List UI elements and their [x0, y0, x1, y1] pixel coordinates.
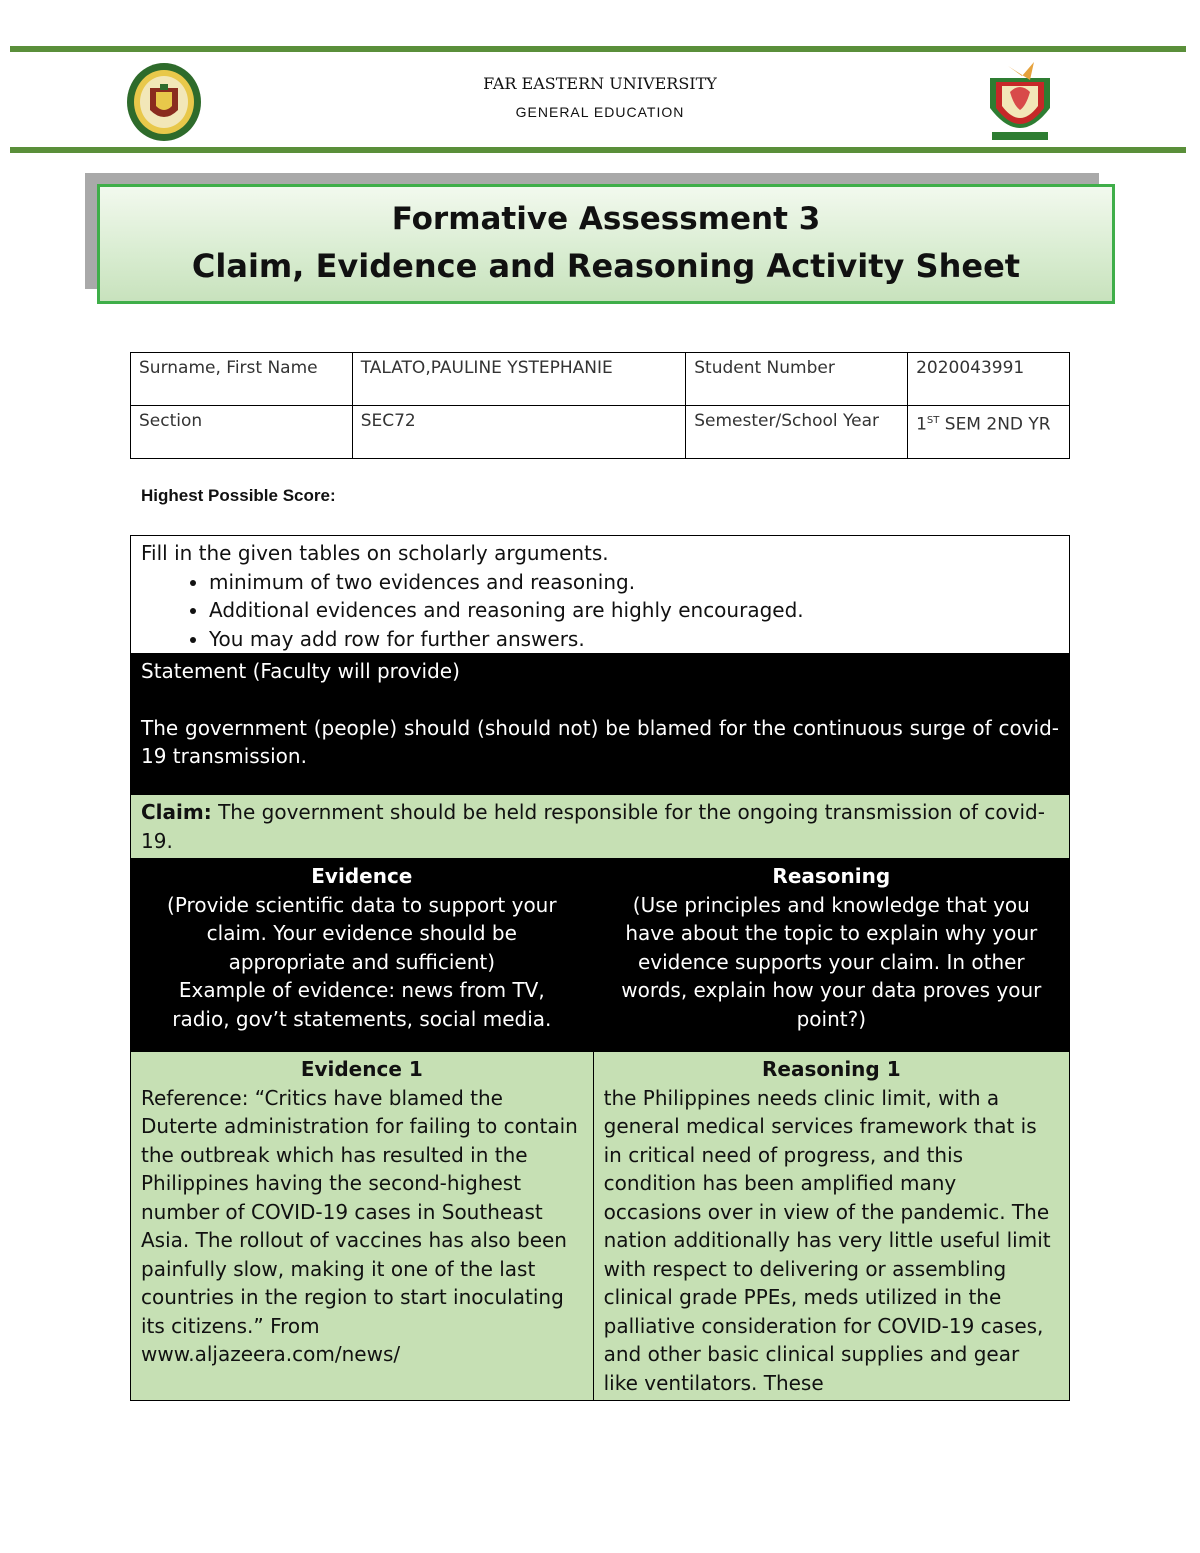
- statement-text: The government (people) should (should not) be blamed for the continuous surge of covid-19 transmission.: [141, 715, 1059, 768]
- statement-cell: [131, 654, 1070, 795]
- reasoning-header-desc: (Use principles and knowledge that you have about the topic to explain why your evidence supports your claim. In other words, explain how your data proves your point?): [621, 892, 1042, 1031]
- reasoning-1-title: Reasoning 1: [761, 1057, 901, 1081]
- semester-value: [908, 406, 1070, 459]
- university-name-initial-f: F: [483, 74, 493, 93]
- university-seal-logo: [126, 62, 202, 142]
- student-number-label: Student Number: [686, 353, 908, 406]
- table-row: [131, 353, 1070, 406]
- table-row: [131, 859, 1070, 1052]
- section-value: SEC72: [352, 406, 686, 459]
- title-banner: [97, 184, 1115, 304]
- evidence-1-text: Reference: “Critics have blamed the Duterte administration for failing to contain the outbreak which has resulted in the Philippines having the second-highest number of COVID-19 cases in Southeast Asia. The rollout of vaccines has also been painfully slow, making it one of the last countries in the region to start inoculating its citizens.” From www.aljazeera.com/news/: [141, 1085, 578, 1366]
- list-item: • You may add row for further answers.: [209, 625, 1059, 654]
- university-name-initial-u: U: [609, 74, 623, 93]
- university-name-part-niversity: NIVERSITY: [622, 74, 717, 93]
- claim-label: Claim:: [141, 800, 212, 824]
- semester-number: 1: [916, 414, 927, 435]
- table-row: [131, 1052, 1070, 1401]
- semester-ordinal-suffix: ST: [926, 415, 940, 426]
- table-row: [131, 654, 1070, 795]
- reasoning-header-cell: [593, 859, 1069, 1052]
- evidence-header-desc: (Provide scientific data to support your claim. Your evidence should be appropriate and sufficient): [167, 892, 557, 974]
- activity-sheet-title: Claim, Evidence and Reasoning Activity Sheet: [191, 247, 1021, 285]
- evidence-1-title: Evidence 1: [300, 1057, 423, 1081]
- highest-possible-score-label: Highest Possible Score:: [141, 486, 336, 505]
- general-education-crest-logo: [980, 58, 1060, 148]
- instructions-intro: Fill in the given tables on scholarly arguments.: [141, 541, 609, 565]
- evidence-1-cell: [131, 1052, 594, 1401]
- university-name-part-astern: ASTERN: [533, 74, 610, 93]
- table-row: [131, 406, 1070, 459]
- claim-cell: [131, 795, 1070, 859]
- surname-value: TALATO,PAULINE YSTEPHANIE: [352, 353, 686, 406]
- list-item: • minimum of two evidences and reasoning.: [209, 568, 1059, 597]
- student-number-value: 2020043991: [908, 353, 1070, 406]
- instructions-list: [141, 568, 1059, 654]
- section-label: Section: [131, 406, 353, 459]
- cer-table: [130, 535, 1070, 1401]
- semester-rest: SEM 2ND YR: [939, 414, 1051, 435]
- claim-text: The government should be held responsible for the ongoing transmission of covid-19.: [141, 800, 1045, 853]
- statement-heading: Statement (Faculty will provide): [141, 659, 460, 683]
- reasoning-1-text: the Philippines needs clinic limit, with a general medical services framework that is in critical need of progress, and this condition has been amplified many occasions over in view of the pandemic. The nation additionally has very little useful limit with respect to delivering or assembling clinical grade PPEs, meds utilized in the palliative consideration for COVID-19 cases, and other basic clinical supplies and gear like ventilators. These: [603, 1085, 1051, 1395]
- department-name: GENERAL EDUCATION: [515, 104, 685, 120]
- surname-label: Surname, First Name: [131, 353, 353, 406]
- table-row: [131, 536, 1070, 654]
- university-name: [300, 74, 900, 93]
- reasoning-header-title: Reasoning: [772, 864, 891, 888]
- student-info-table: [130, 352, 1070, 459]
- evidence-header-cell: [131, 859, 594, 1052]
- assessment-title: Formative Assessment 3: [391, 201, 821, 237]
- university-name-part-ar: AR: [492, 74, 522, 93]
- reasoning-1-cell: [593, 1052, 1069, 1401]
- header-top-rule: [10, 46, 1186, 52]
- evidence-header-example: Example of evidence: news from TV, radio, gov’t statements, social media.: [172, 978, 552, 1031]
- semester-label: Semester/School Year: [686, 406, 908, 459]
- evidence-header-title: Evidence: [311, 864, 413, 888]
- header-bottom-rule: [10, 147, 1186, 153]
- instructions-cell: [131, 536, 1070, 654]
- university-name-initial-e: E: [521, 74, 534, 93]
- table-row: [131, 795, 1070, 859]
- list-item: • Additional evidences and reasoning are highly encouraged.: [209, 596, 1059, 625]
